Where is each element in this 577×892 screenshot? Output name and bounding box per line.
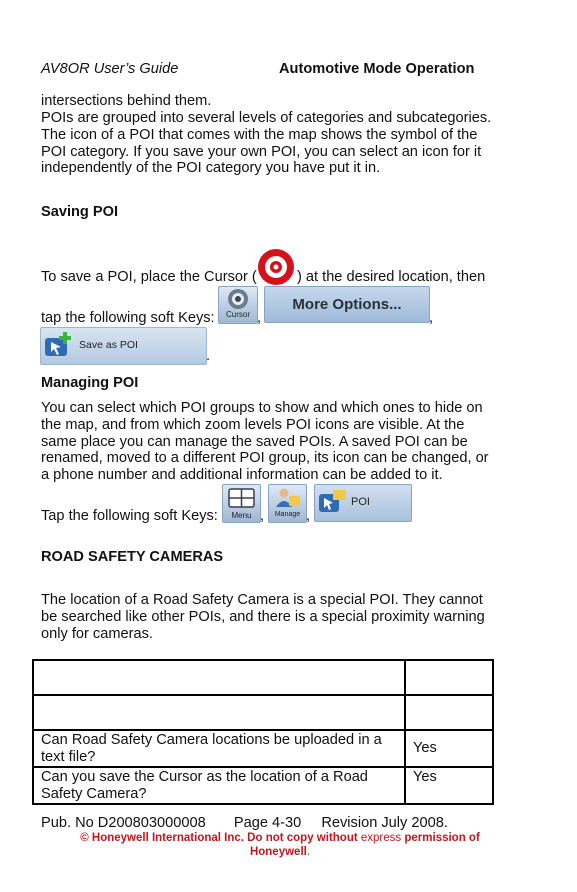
more-options-label: More Options... <box>292 296 402 313</box>
saving-poi-heading: Saving POI <box>41 204 119 220</box>
question-cell: Can Road Safety Camera locations be uploaded in a text file? <box>33 730 405 767</box>
answer-cell <box>405 660 493 695</box>
cursor-key-button[interactable] <box>218 286 258 324</box>
save-as-poi-button[interactable] <box>40 327 207 365</box>
copyright-notice <box>0 831 520 859</box>
tap-keys-text: Tap the following soft Keys: <box>41 508 218 524</box>
cameras-paragraph: The location of a Road Safety Camera is a special POI. They cannot be searched like other POIs, and there is a special proximity warning only for cameras. <box>41 592 485 642</box>
question-cell: Can you save the Cursor as the location of a Road Safety Camera? <box>33 767 405 804</box>
table-row <box>33 767 493 804</box>
poi-key-button[interactable] <box>314 484 412 522</box>
cursor-icon <box>255 247 297 287</box>
more-options-button[interactable] <box>264 286 430 323</box>
period: . <box>206 348 211 364</box>
copyright-text-c: permission of <box>404 832 480 844</box>
save-poi-icon <box>43 330 75 360</box>
intro-paragraph: POIs are grouped into several levels of categories and subcategories. The icon of a POI that comes with the map shows the symbol of the POI category. If you save your own POI, you can select an icon for it independently of the POI category you have put it in. <box>41 110 492 177</box>
managing-poi-heading: Managing POI <box>41 375 139 391</box>
answer-cell: Yes <box>405 730 493 767</box>
footer-pub-line <box>41 815 448 831</box>
table-row <box>33 695 493 730</box>
manage-key-button[interactable] <box>268 484 307 523</box>
save-as-poi-label: Save as POI <box>79 339 138 351</box>
page-number: Page 4-30 <box>233 815 302 831</box>
cursor-key-icon <box>227 288 249 310</box>
comma-4: , <box>306 508 311 524</box>
comma-3: , <box>260 508 265 524</box>
menu-grid-icon <box>228 488 255 508</box>
copyright-text-a: © Honeywell International Inc. Do not copy without <box>80 832 358 844</box>
cursor-key-label: Cursor <box>225 310 250 319</box>
saving-text-a: To save a POI, place the Cursor ( <box>41 269 257 285</box>
poi-key-label: POI <box>351 496 370 508</box>
cameras-heading: ROAD SAFETY CAMERAS <box>41 549 224 565</box>
faq-table <box>32 659 494 805</box>
answer-cell <box>405 695 493 730</box>
comma-2: , <box>429 310 434 326</box>
question-cell <box>33 660 405 695</box>
revision: Revision July 2008. <box>321 815 448 831</box>
comma-1: , <box>257 310 262 326</box>
copyright-text-d: Honeywell <box>249 846 307 858</box>
menu-key-label: Menu <box>231 511 252 520</box>
question-cell <box>33 695 405 730</box>
manage-key-label: Manage <box>274 511 301 518</box>
pub-number: Pub. No D200803000008 <box>41 815 206 831</box>
manage-users-icon <box>274 487 301 509</box>
saving-text-c: tap the following soft Keys: <box>41 310 215 326</box>
guide-title: AV8OR User’s Guide <box>41 61 179 77</box>
poi-icon <box>318 488 348 516</box>
copyright-text-b: express <box>360 832 402 844</box>
section-title: Automotive Mode Operation <box>279 61 475 77</box>
saving-text-b: ) at the desired location, then <box>297 269 486 285</box>
managing-paragraph: You can select which POI groups to show and which ones to hide on the map, and from which zoom levels POI icons are visible. At the same place you can manage the saved POIs. A saved POI can be renamed, moved to a different POI group, its icon can be changed, or a phone number and additional information can be added to it. <box>41 400 489 484</box>
table-row <box>33 660 493 695</box>
table-row <box>33 730 493 767</box>
answer-cell: Yes <box>405 767 493 804</box>
menu-key-button[interactable] <box>222 484 261 523</box>
copyright-text-e: . <box>306 846 311 858</box>
intro-line: intersections behind them. <box>41 93 212 109</box>
